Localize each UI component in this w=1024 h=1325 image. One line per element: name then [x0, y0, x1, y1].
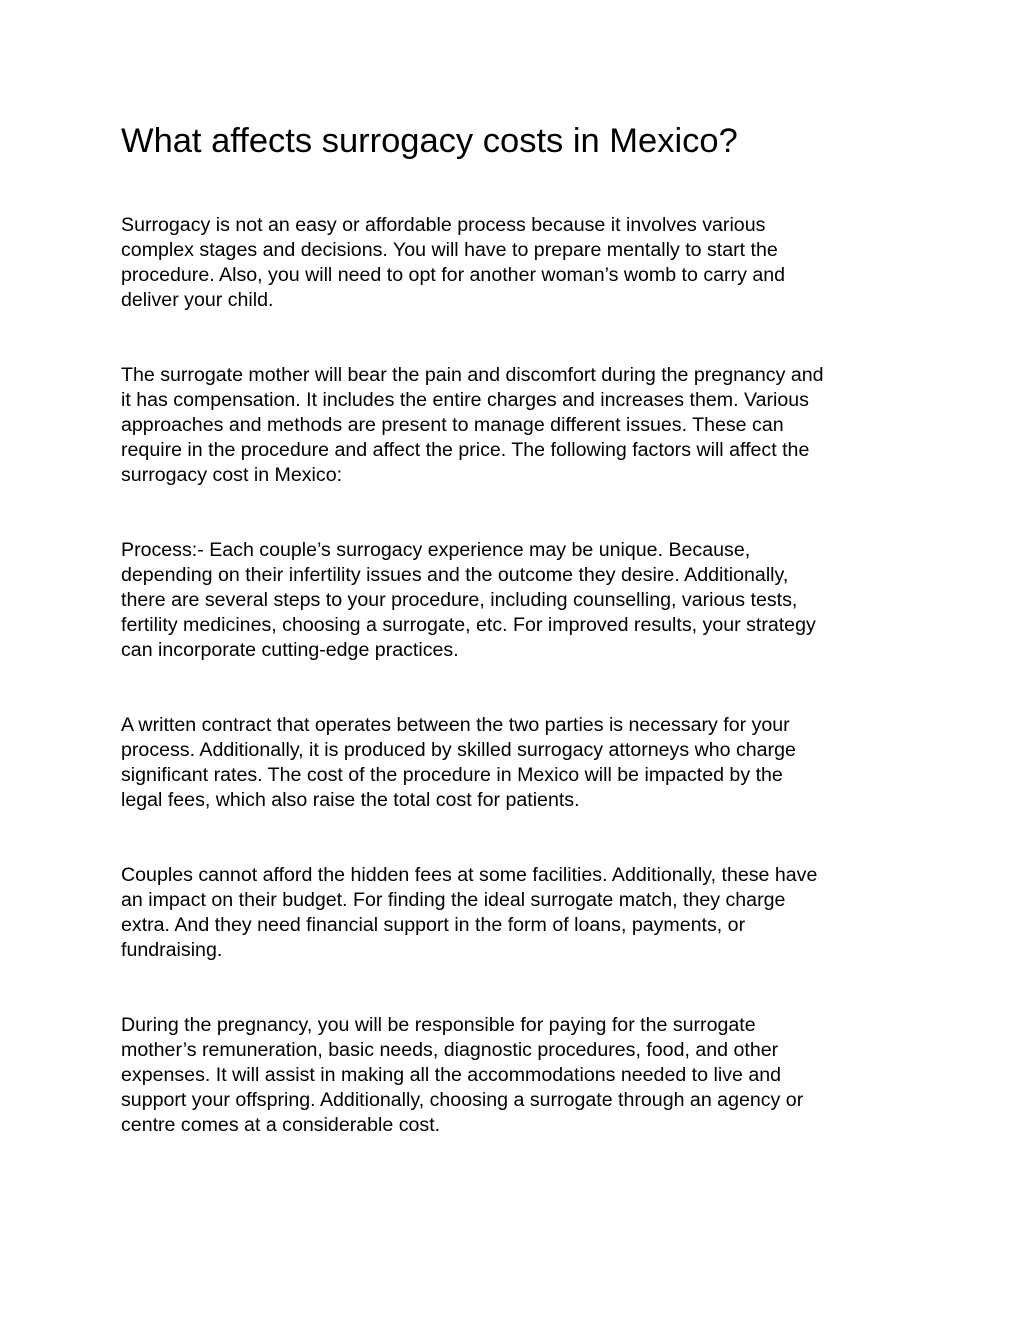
paragraph-line: complex stages and decisions. You will have to prepare mentally to start the — [121, 239, 778, 261]
paragraph-line: fertility medicines, choosing a surrogate, etc. For improved results, your strategy — [121, 614, 816, 636]
paragraph-line: can incorporate cutting-edge practices. — [121, 639, 459, 661]
paragraph-line: deliver your child. — [121, 289, 274, 311]
paragraph-line: significant rates. The cost of the procedure in Mexico will be impacted by the — [121, 764, 783, 786]
paragraph-line: During the pregnancy, you will be responsible for paying for the surrogate — [121, 1014, 756, 1036]
paragraph-line: Process:- Each couple’s surrogacy experience may be unique. Because, — [121, 539, 751, 561]
paragraph-line: A written contract that operates between the two parties is necessary for your — [121, 714, 790, 736]
paragraph-intro — [121, 213, 911, 313]
paragraph-line: approaches and methods are present to manage different issues. These can — [121, 414, 784, 436]
paragraph-line: expenses. It will assist in making all the accommodations needed to live and — [121, 1064, 782, 1086]
paragraph-pregnancy-costs — [121, 1013, 911, 1138]
paragraph-hidden-fees — [121, 863, 911, 963]
paragraph-line: fundraising. — [121, 939, 223, 961]
paragraph-line: require in the procedure and affect the price. The following factors will affect the — [121, 439, 810, 461]
paragraph-contract — [121, 713, 911, 813]
paragraph-line: The surrogate mother will bear the pain and discomfort during the pregnancy and — [121, 364, 824, 386]
paragraph-line: depending on their infertility issues and the outcome they desire. Additionally, — [121, 564, 789, 586]
paragraph-line: process. Additionally, it is produced by skilled surrogacy attorneys who charge — [121, 739, 796, 761]
paragraph-line: extra. And they need financial support in the form of loans, payments, or — [121, 914, 746, 936]
paragraph-line: Surrogacy is not an easy or affordable process because it involves various — [121, 214, 766, 236]
paragraph-line: procedure. Also, you will need to opt for another woman’s womb to carry and — [121, 264, 786, 286]
paragraph-line: there are several steps to your procedure, including counselling, various tests, — [121, 589, 798, 611]
paragraph-line: legal fees, which also raise the total cost for patients. — [121, 789, 580, 811]
paragraph-surrogate-mother — [121, 363, 911, 488]
paragraph-process — [121, 538, 911, 663]
paragraph-line: an impact on their budget. For finding the ideal surrogate match, they charge — [121, 889, 786, 911]
paragraph-line: centre comes at a considerable cost. — [121, 1114, 441, 1136]
paragraph-line: support your offspring. Additionally, choosing a surrogate through an agency or — [121, 1089, 804, 1111]
page-title: What affects surrogacy costs in Mexico? — [121, 122, 738, 160]
paragraph-line: it has compensation. It includes the entire charges and increases them. Various — [121, 389, 809, 411]
paragraph-line: surrogacy cost in Mexico: — [121, 464, 343, 486]
paragraph-line: Couples cannot afford the hidden fees at some facilities. Additionally, these have — [121, 864, 818, 886]
paragraph-line: mother’s remuneration, basic needs, diagnostic procedures, food, and other — [121, 1039, 779, 1061]
